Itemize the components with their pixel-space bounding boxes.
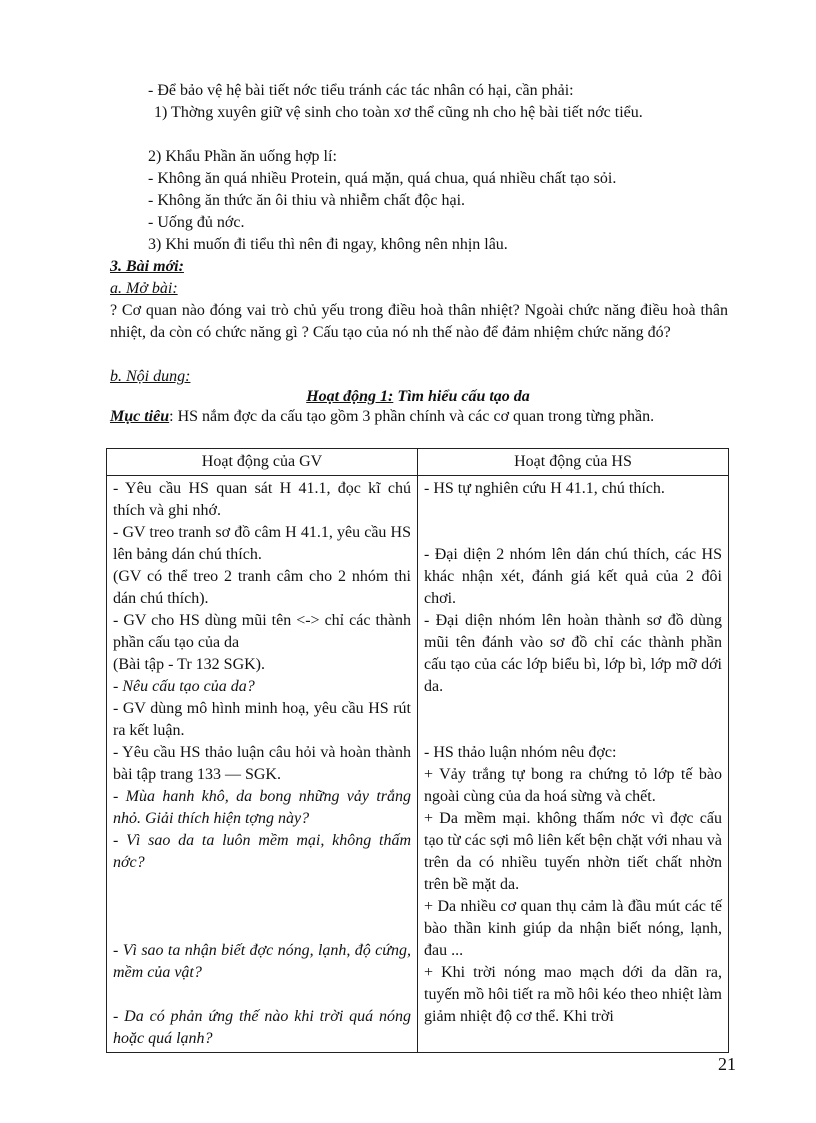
header-gv: Hoạt động của GV [107,449,418,476]
intro-line-7: 3) Khi muốn đi tiểu thì nên đi ngay, không nên nhịn lâu. [148,236,508,253]
section-opening: a. Mở bài: [110,280,178,297]
hs-item: - HS thảo luận nhóm nêu đợc: [424,744,617,761]
gv-item: - Da có phản ứng thế nào khi trời quá nóng hoặc quá lạnh? [113,1008,411,1047]
hs-item: - HS tự nghiên cứu H 41.1, chú thích. [424,480,665,497]
hs-item: + Khi trời nóng mao mạch dới da dãn ra, tuyến mồ hôi tiết ra mồ hôi kéo theo nhiệt làm giảm nhiệt độ cơ thể. Khi trời [424,964,722,1025]
objective-label: Mục tiêu [110,408,170,425]
hs-column [418,476,729,1053]
gv-item: - GV treo tranh sơ đồ câm H 41.1, yêu cầu HS lên bảng dán chú thích. [113,524,411,563]
hs-item: + Da nhiều cơ quan thụ cảm là đầu mút các tế bào thần kinh giúp da nhận biết nóng, lạnh, đau ... [424,898,722,959]
hs-item: + Vảy trắng tự bong ra chứng tỏ lớp tế bào ngoài cùng của da hoá sừng và chết. [424,766,722,805]
objective [110,406,728,428]
section-new-lesson: 3. Bài mới: [110,258,184,275]
intro-line-5: - Không ăn thức ăn ôi thiu và nhiễm chất độc hại. [148,192,466,209]
header-hs: Hoạt động của HS [418,449,729,476]
activity-title-text: Tìm hiểu cấu tạo da [393,388,530,405]
table-header-row [107,449,729,476]
intro-line-6: - Uống đủ nớc. [148,214,245,231]
table-row [107,476,729,1053]
gv-item: (Bài tập - Tr 132 SGK). [113,656,266,673]
gv-item: - Mùa hanh khô, da bong những vảy trắng nhỏ. Giải thích hiện tợng này? [113,788,411,827]
spacer [113,984,411,1006]
objective-text: : HS nắm đợc da cấu tạo gồm 3 phần chính và các cơ quan trong từng phần. [169,408,655,425]
activity-table [106,448,729,1053]
page-number: 21 [718,1054,736,1074]
hs-item: - Đại diện 2 nhóm lên dán chú thích, các HS khác nhận xét, đánh giá kết quả của 2 đôi chơi. [424,546,722,607]
intro-line-4: - Không ăn quá nhiều Protein, quá mặn, quá chua, quá nhiều chất tạo sỏi. [148,170,617,187]
gv-item: (GV có thể treo 2 tranh câm cho 2 nhóm thi dán chú thích). [113,568,411,607]
gv-item: - GV dùng mô hình minh hoạ, yêu cầu HS rút ra kết luận. [113,700,411,739]
gv-item: - Yêu cầu HS thảo luận câu hỏi và hoàn thành bài tập trang 133 — SGK. [113,744,411,783]
gv-item: - Vì sao da ta luôn mềm mại, không thấm nớc? [113,832,411,871]
spacer [424,698,722,742]
hs-item: - Đại diện nhóm lên hoàn thành sơ đồ dùng mũi tên đánh vào sơ đồ chỉ các thành phần cấu tạo của các lớp biểu bì, lớp bì, lớp mỡ dới da. [424,612,722,695]
section-content: b. Nội dung: [110,368,191,385]
spacer [424,500,722,544]
activity-title-label: Hoạt động 1: [306,388,394,405]
intro-line-2: 1) Thờng xuyên giữ vệ sinh cho toàn xơ thể cũng nh cho hệ bài tiết nớc tiểu. [154,104,643,121]
intro-line-3: 2) Khẩu Phần ăn uống hợp lí: [148,148,337,165]
gv-item: - Vì sao ta nhận biết đợc nóng, lạnh, độ cứng, mềm của vật? [113,942,411,981]
hs-item: + Da mềm mại. không thấm nớc vì đợc cấu tạo từ các sợi mô liên kết bện chặt với nhau và trên da có nhiều tuyến nhờn tiết chất nhờn trên bề mặt da. [424,810,722,893]
intro-line-1: - Để bảo vệ hệ bài tiết nớc tiểu tránh các tác nhân có hại, cần phải: [148,82,574,99]
spacer [113,874,411,940]
opening-question: ? Cơ quan nào đóng vai trò chủ yếu trong điều hoà thân nhiệt? Ngoài chức năng điều hoà thân nhiệt, da còn có chức năng gì ? Cấu tạo của nó nh thế nào để đảm nhiệm chức năng đó? [110,302,728,341]
gv-item: - Yêu cầu HS quan sát H 41.1, đọc kĩ chú thích và ghi nhớ. [113,480,411,519]
gv-item: - Nêu cấu tạo của da? [113,678,255,695]
activity-title [108,386,728,408]
gv-item: - GV cho HS dùng mũi tên <-> chỉ các thành phần cấu tạo của da [113,612,411,651]
gv-column [107,476,418,1053]
